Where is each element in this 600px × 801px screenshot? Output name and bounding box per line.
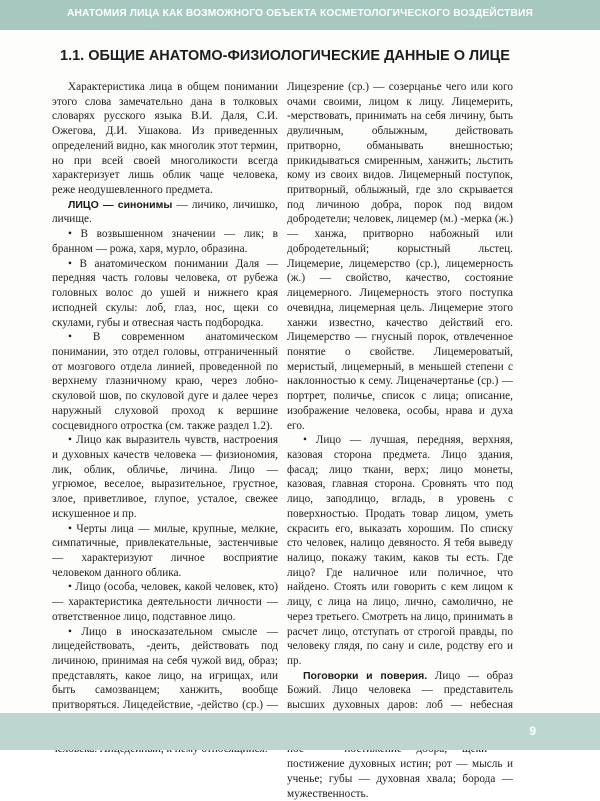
bullet-paragraph: • Лицо как выразитель чувств, настроения и духовных качеств человека — физиономия, лик, облик, обличье, личина. Лицо — угрюмое, веселое, выразительное, грустное, злое, приветливое, глупое, усталое, свежее искушенное и пр. — [52, 434, 278, 520]
bullet-paragraph: • В современном анатомическом понимании, это отдел головы, отграниченный от мозгового отдела линией, проведенной по верхнему глазничному краю, через лобно-скуловой шов, по скуловой дуге и далее через наружный слуховой проход к вершине сосцевидного отростка (см. также раздел 1.2). — [52, 331, 278, 432]
term-bold: ЛИЦО — синонимы — [68, 198, 173, 211]
proverbs-text: Лицо — образ Божий. Лицо человека — представитель высших духовных даров: лоб — небесная постижение духовных истин; рот — мысль и ученье; губы — духовная хвала; борода — мужественность. — [287, 669, 513, 800]
paragraph: Лицезрение (ср.) — созерцанье чего или кого очами своими, лицом к лицу. Лицемерить, -мерствовать, принимать на себя личину, быть двуличным, облыжным, действовать притворно, обманывать внешностью; прикидываться смиренным, ханжить; льстить кому из своих видов. Лицемерный поступок, притворный, облыжный, где зло скрывается под личиною добра, порок под видом добродетели; человек, лицемер (м.) -мерка (ж.) — ханжа, притворно набожный или добродетельный; корыстный льстец. Лицемерие, лицемерство (ср.), лицемерность (ж.) — свойство, качество, состояние лицемерного. Лицемерность этого поступка очевидна, лицемерная цель. Лицемерие этого ханжи известно, качество действий его. Лицемерство — гнусный порок, отвлеченное понятие о свойстве. Лицемероватый, меристый, лицемерный, в меньшей степени с наклонностью к сему. Лиценачертанье (ср.) — портрет, поличье, список с лица; описание, изображение человека, особы, нрава и духа его. — [287, 81, 513, 432]
bullet-paragraph: • Черты лица — милые, крупные, мелкие, симпатичные, привлекательные, застенчивые — характеризуют личное восприятие человеком данного облика. — [52, 522, 278, 579]
footer-band — [0, 713, 600, 750]
proverbs-heading: Поговорки и поверия. — [303, 669, 428, 682]
running-header-title: АНАТОМИЯ ЛИЦА КАК ВОЗМОЖНОГО ОБЪЕКТА КОСМЕТОЛОГИЧЕСКОГО ВОЗДЕЙСТВИЯ — [67, 8, 533, 19]
term-text: — личико, личишко, личище. — [52, 198, 278, 226]
bullet-paragraph: • В возвышенном значении — лик; в бранном — рожа, харя, мурло, образина. — [52, 228, 278, 255]
right-column — [287, 80, 513, 801]
bullet-paragraph: • Лицо в иносказательном смысле — лицедействовать, -деить, действовать под личиною, принимая на себя чужой вид, образ; представлять, какое лицо, на игрищах, или быть самозванцем; ханжить, вообще притворяться. Лицедействие, -действо (ср.) — — [52, 625, 278, 712]
section-title: 1.1. ОБЩИЕ АНАТОМО-ФИЗИОЛОГИЧЕСКИЕ ДАННЫЕ О ЛИЦЕ — [60, 48, 510, 64]
paragraph: Характеристика лица в общем понимании этого слова замечательно дана в толковых словарях русского языка В.И. Даля, С.И. Ожегова, Д.И. Ушакова. Из приведенных определений видно, как многолик этот термин, но при всей своей многоликости всегда характеризует лишь облик чаще человека, реже неодушевленного предмета. — [52, 81, 278, 197]
bullet-paragraph: • В анатомическом понимании Даля — передняя часть головы человека, от рубежа головных волос до ушей и нижнего края исподней скулы: лоб, глаз, нос, щеки со скулами, губы и отвесная часть подбородка. — [52, 257, 278, 329]
running-header — [0, 0, 600, 30]
bullet-paragraph: • Лицо (особа, человек, какой человек, кто) — характеристика деятельности личности — ответственное лицо, подставное лицо. — [52, 581, 278, 623]
left-column — [52, 80, 278, 757]
paragraph — [52, 198, 278, 227]
page-number: 9 — [529, 724, 536, 738]
bullet-paragraph: • Лицо — лучшая, передняя, верхняя, казовая сторона предмета. Лицо здания, фасад; лицо ткани, верх; лицо монеты, казовая, главная сторона. Сровнять что под лицо, заподлицо, вгладь, в уровень с поверхностью. Продать товар лицом, уметь скрасить его, выказать хорошим. По списку сто человек, налицо девяносто. Я тебя выведу налицо, покажу таким, каков ты есть. Где лицо? Где наличное или поличное, что найдено. Стоять или говорить с кем лицом к лицу, с лица на лицо, лично, самолично, не через третьего. Смотреть на лицо, принимать в расчет лицо, отступать от строгой правды, по человеку глядя, по сану и силе, родству его и пр. — [287, 434, 513, 668]
